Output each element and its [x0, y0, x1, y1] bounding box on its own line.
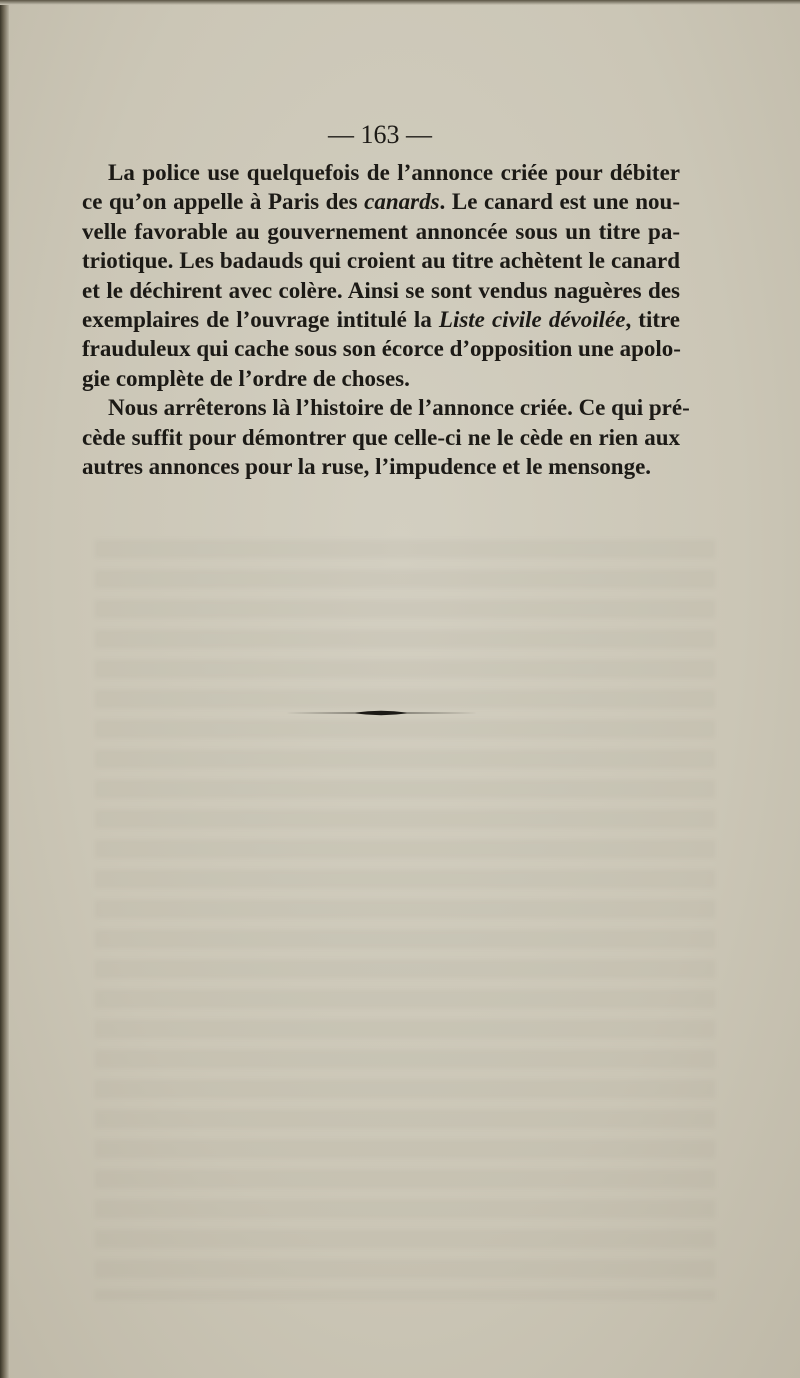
text-line: frauduleux qui cache sous son écorce d’opposition une apolo- — [82, 336, 681, 362]
text-line: gie complète de l’ordre de choses. — [82, 365, 410, 391]
text-line: triotique. Les badauds qui croient au titre achètent le canard — [82, 248, 680, 274]
text-line: et le déchirent avec colère. Ainsi se sont vendus naguères des — [82, 277, 680, 303]
text-line: autres annonces pour la ruse, l’impudence et le mensonge. — [82, 454, 652, 480]
italic-title: Liste civile dévoilée — [438, 307, 626, 333]
decorative-rule — [285, 708, 478, 718]
text-line: velle favorable au gouvernement annoncée sous un titre pa- — [82, 218, 680, 244]
text-line: cède suffit pour démontrer que celle-ci ne le cède en rien aux — [82, 424, 680, 450]
italic-term: canards — [364, 189, 440, 215]
body-text — [82, 158, 690, 481]
show-through-text — [95, 540, 715, 1300]
paragraph-2 — [82, 393, 690, 481]
page-top-edge — [0, 0, 800, 5]
page-number: — 163 — — [328, 120, 432, 149]
paragraph-1 — [82, 158, 680, 393]
page-left-edge — [0, 0, 9, 1378]
text-line: exemplaires de l’ouvrage intitulé la Liste civile dévoilée, titre — [82, 307, 681, 333]
text-line: La police use quelquefois de l’annonce criée pour débiter — [108, 160, 680, 185]
text-line: ce qu’on appelle à Paris des canards. Le canard est une nou- — [82, 189, 680, 215]
text-line: Nous arrêterons là l’histoire de l’annonce criée. Ce qui pré- — [108, 395, 690, 421]
